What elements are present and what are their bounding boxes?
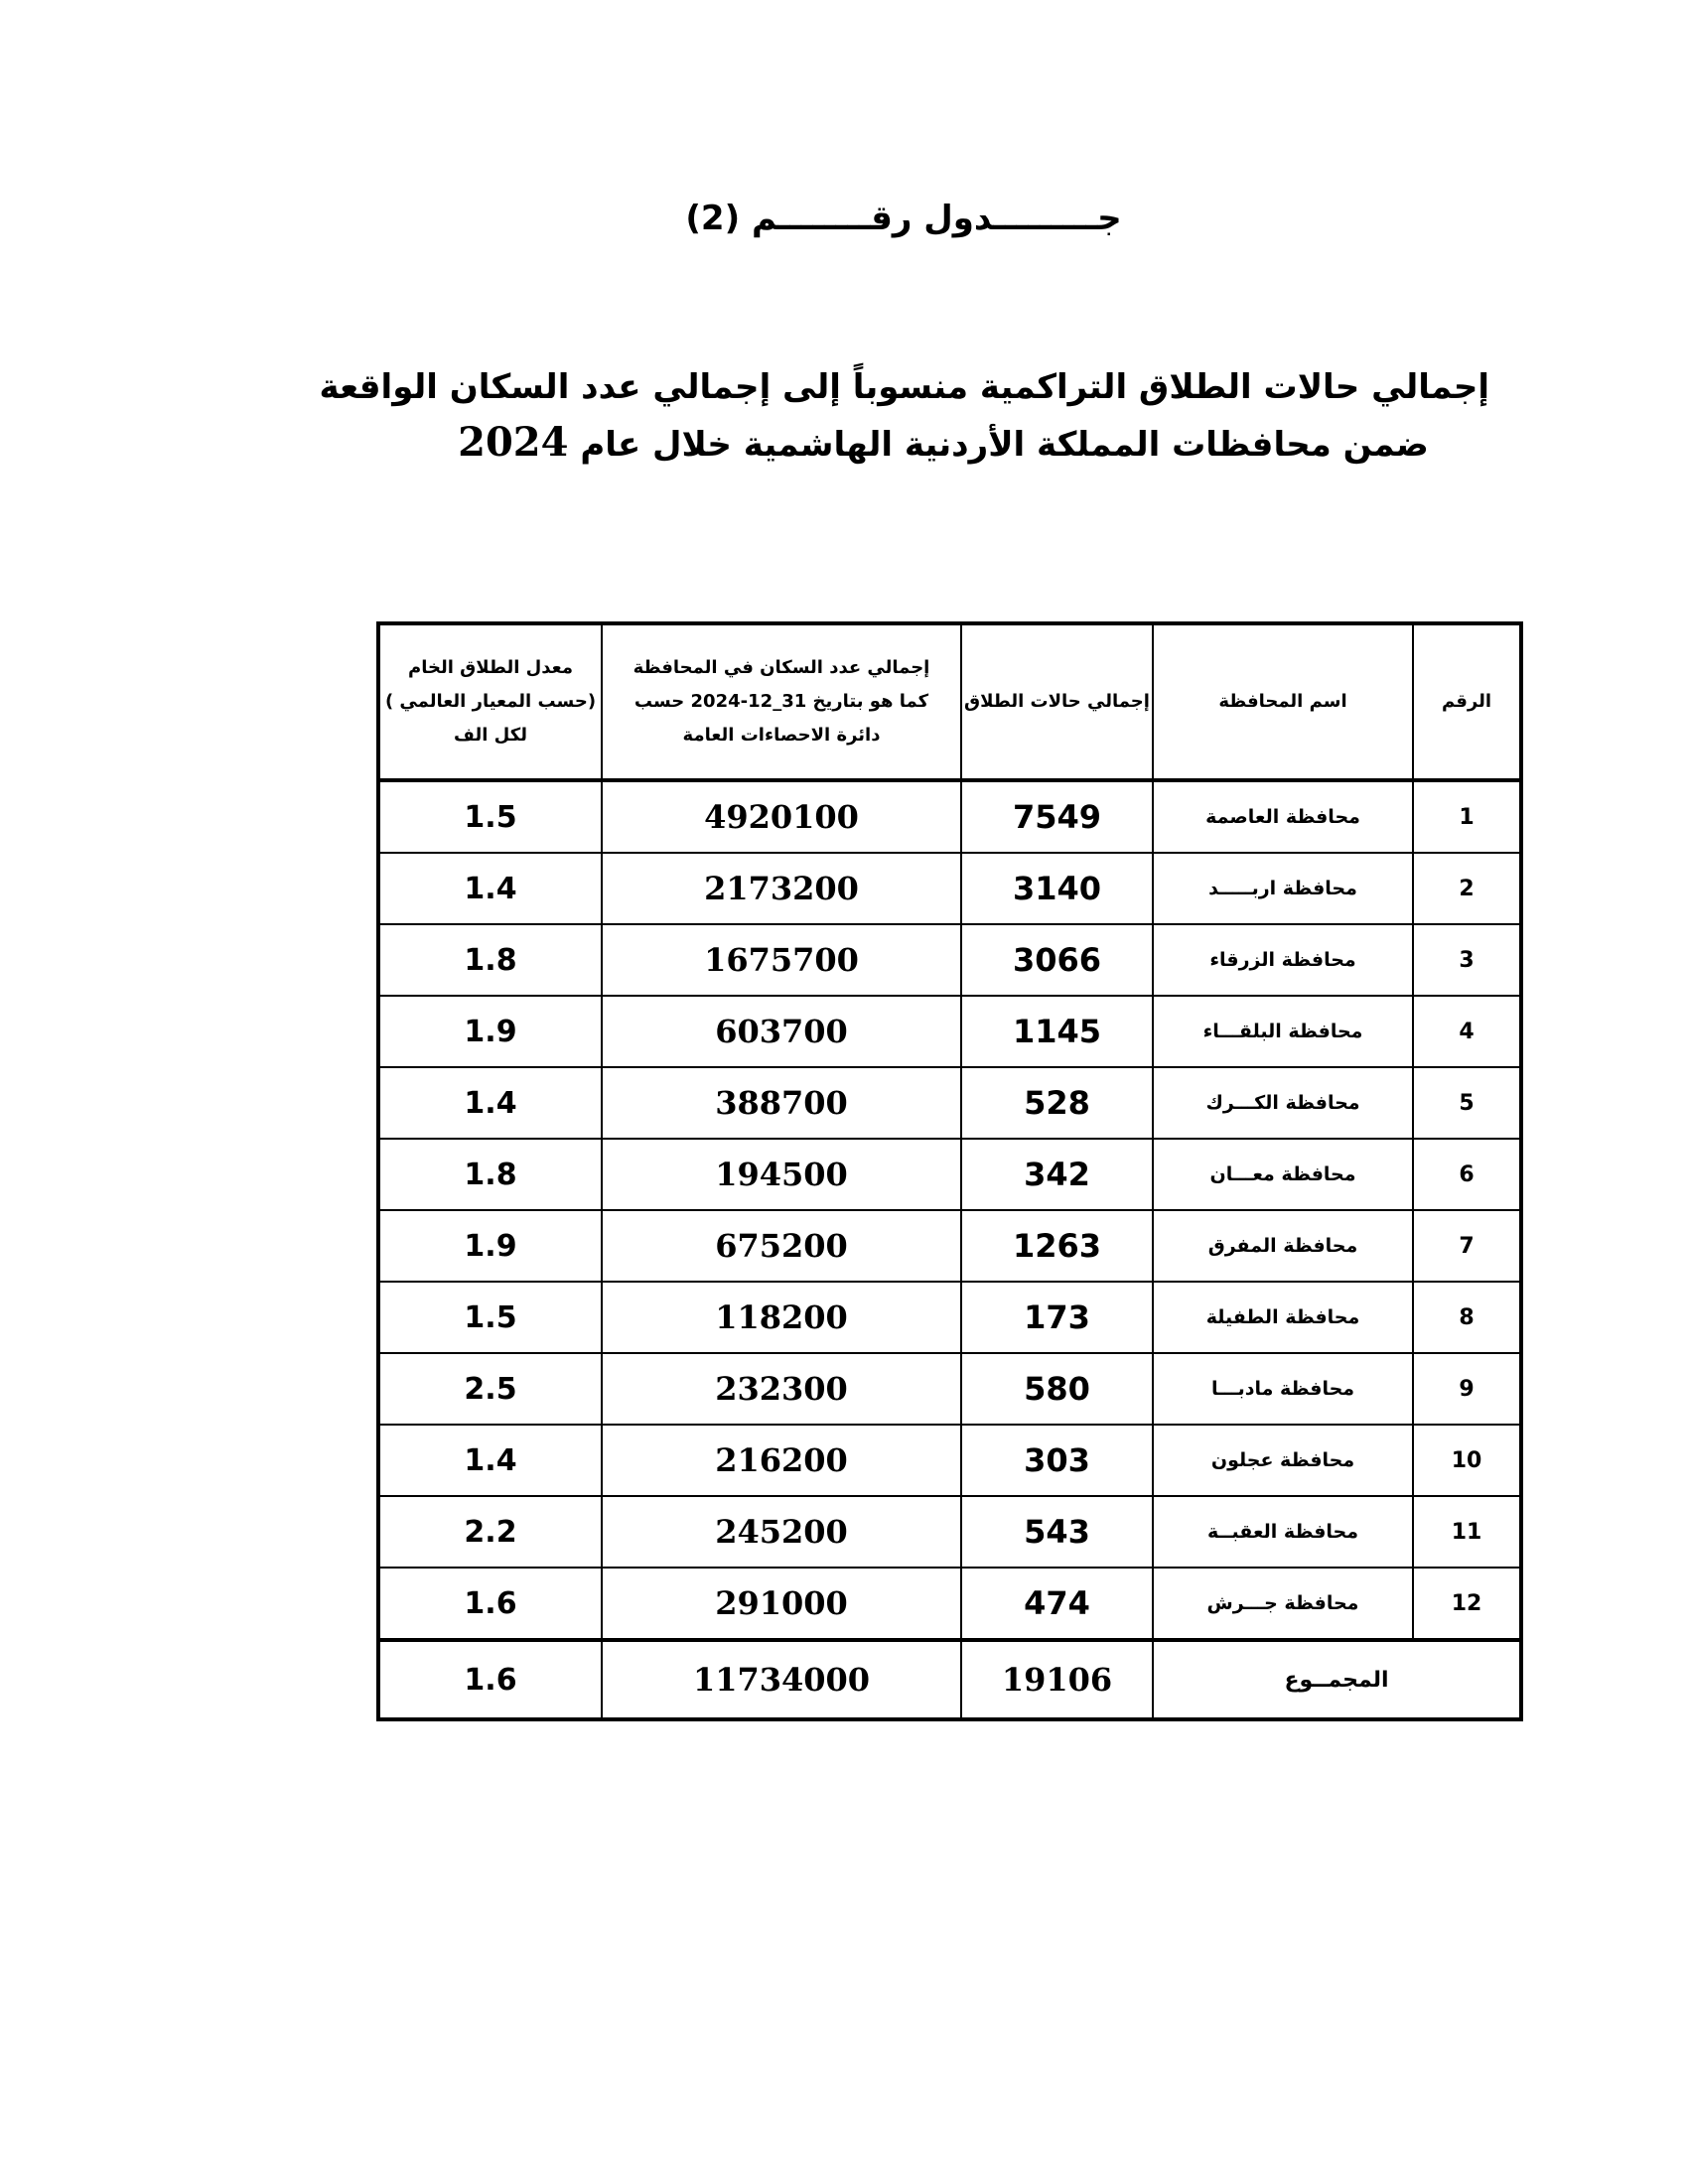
total-row [378, 1640, 1521, 1719]
row-governorate: محافظة الكـــرك [1153, 1067, 1413, 1139]
table-row [378, 1425, 1521, 1496]
row-governorate: محافظة اربـــــد [1153, 853, 1413, 924]
row-rate: 1.9 [378, 1210, 602, 1282]
row-governorate: محافظة عجلون [1153, 1425, 1413, 1496]
row-divorces: 1145 [961, 996, 1153, 1067]
row-divorces: 474 [961, 1568, 1153, 1640]
row-population: 118200 [602, 1282, 961, 1353]
row-population: 388700 [602, 1067, 961, 1139]
table-row [378, 1282, 1521, 1353]
row-population: 291000 [602, 1568, 961, 1640]
row-rate: 1.8 [378, 924, 602, 996]
document-title [319, 359, 1489, 473]
row-rate: 1.5 [378, 780, 602, 853]
table-row [378, 1568, 1521, 1640]
table-row [378, 1067, 1521, 1139]
header-number: الرقم [1413, 623, 1521, 780]
row-population: 1675700 [602, 924, 961, 996]
row-governorate: محافظة مادبـــا [1153, 1353, 1413, 1425]
row-divorces: 3066 [961, 924, 1153, 996]
row-rate: 1.6 [378, 1568, 602, 1640]
header-divorce-total: إجمالي حالات الطلاق [961, 623, 1153, 780]
title-year: 2024 [458, 419, 569, 466]
table-number-heading: جـــــــــدول رقــــــــم (2) [685, 199, 1122, 238]
row-population: 216200 [602, 1425, 961, 1496]
row-number: 11 [1413, 1496, 1521, 1568]
title-line-1: إجمالي حالات الطلاق التراكمية منسوباً إلى إجمالي عدد السكان الواقعة [319, 367, 1489, 407]
row-governorate: محافظة جـــرش [1153, 1568, 1413, 1640]
row-number: 5 [1413, 1067, 1521, 1139]
row-population: 194500 [602, 1139, 961, 1210]
row-divorces: 303 [961, 1425, 1153, 1496]
row-rate: 1.9 [378, 996, 602, 1067]
row-governorate: محافظة الطفيلة [1153, 1282, 1413, 1353]
row-population: 232300 [602, 1353, 961, 1425]
table-row [378, 996, 1521, 1067]
divorce-statistics-table [376, 621, 1523, 1721]
table-row [378, 1139, 1521, 1210]
row-governorate: محافظة المفرق [1153, 1210, 1413, 1282]
header-population-line-1: إجمالي عدد السكان في المحافظة [633, 657, 930, 678]
total-label: المجمــوع [1153, 1640, 1521, 1719]
row-number: 4 [1413, 996, 1521, 1067]
row-divorces: 580 [961, 1353, 1153, 1425]
row-divorces: 342 [961, 1139, 1153, 1210]
table-row [378, 1496, 1521, 1568]
row-governorate: محافظة البلقـــاء [1153, 996, 1413, 1067]
row-divorces: 173 [961, 1282, 1153, 1353]
row-number: 10 [1413, 1425, 1521, 1496]
row-governorate: محافظة العقبــة [1153, 1496, 1413, 1568]
header-governorate: اسم المحافظة [1153, 623, 1413, 780]
header-population [602, 623, 961, 780]
total-rate: 1.6 [378, 1640, 602, 1719]
table-header-row [378, 623, 1521, 780]
row-rate: 1.4 [378, 1425, 602, 1496]
header-rate [378, 623, 602, 780]
row-population: 675200 [602, 1210, 961, 1282]
row-governorate: محافظة العاصمة [1153, 780, 1413, 853]
table-row [378, 780, 1521, 853]
row-divorces: 3140 [961, 853, 1153, 924]
total-divorces: 19106 [961, 1640, 1153, 1719]
row-divorces: 7549 [961, 780, 1153, 853]
header-population-line-3: دائرة الاحصاءات العامة [682, 725, 881, 746]
table-row [378, 1210, 1521, 1282]
row-number: 3 [1413, 924, 1521, 996]
row-rate: 1.8 [378, 1139, 602, 1210]
table-row [378, 1353, 1521, 1425]
table-row [378, 924, 1521, 996]
row-number: 6 [1413, 1139, 1521, 1210]
row-number: 9 [1413, 1353, 1521, 1425]
row-number: 1 [1413, 780, 1521, 853]
row-number: 2 [1413, 853, 1521, 924]
total-population: 11734000 [602, 1640, 961, 1719]
row-divorces: 528 [961, 1067, 1153, 1139]
row-governorate: محافظة معـــان [1153, 1139, 1413, 1210]
row-divorces: 543 [961, 1496, 1153, 1568]
title-line-2-text: ضمن محافظات المملكة الأردنية الهاشمية خلال عام [580, 425, 1429, 465]
row-rate: 1.4 [378, 1067, 602, 1139]
row-rate: 2.5 [378, 1353, 602, 1425]
title-line-2 [397, 415, 1489, 473]
table-row [378, 853, 1521, 924]
row-rate: 1.5 [378, 1282, 602, 1353]
row-rate: 2.2 [378, 1496, 602, 1568]
row-governorate: محافظة الزرقاء [1153, 924, 1413, 996]
row-rate: 1.4 [378, 853, 602, 924]
row-divorces: 1263 [961, 1210, 1153, 1282]
header-population-line-2: كما هو بتاريخ 31_12-2024 حسب [633, 691, 929, 712]
header-rate-line-3: لكل الف [454, 725, 527, 746]
row-population: 2173200 [602, 853, 961, 924]
row-number: 12 [1413, 1568, 1521, 1640]
header-rate-line-1: معدل الطلاق الخام [408, 657, 573, 678]
row-population: 245200 [602, 1496, 961, 1568]
row-population: 4920100 [602, 780, 961, 853]
header-rate-line-2: (حسب المعيار العالمي ) [384, 691, 597, 712]
row-population: 603700 [602, 996, 961, 1067]
row-number: 7 [1413, 1210, 1521, 1282]
row-number: 8 [1413, 1282, 1521, 1353]
